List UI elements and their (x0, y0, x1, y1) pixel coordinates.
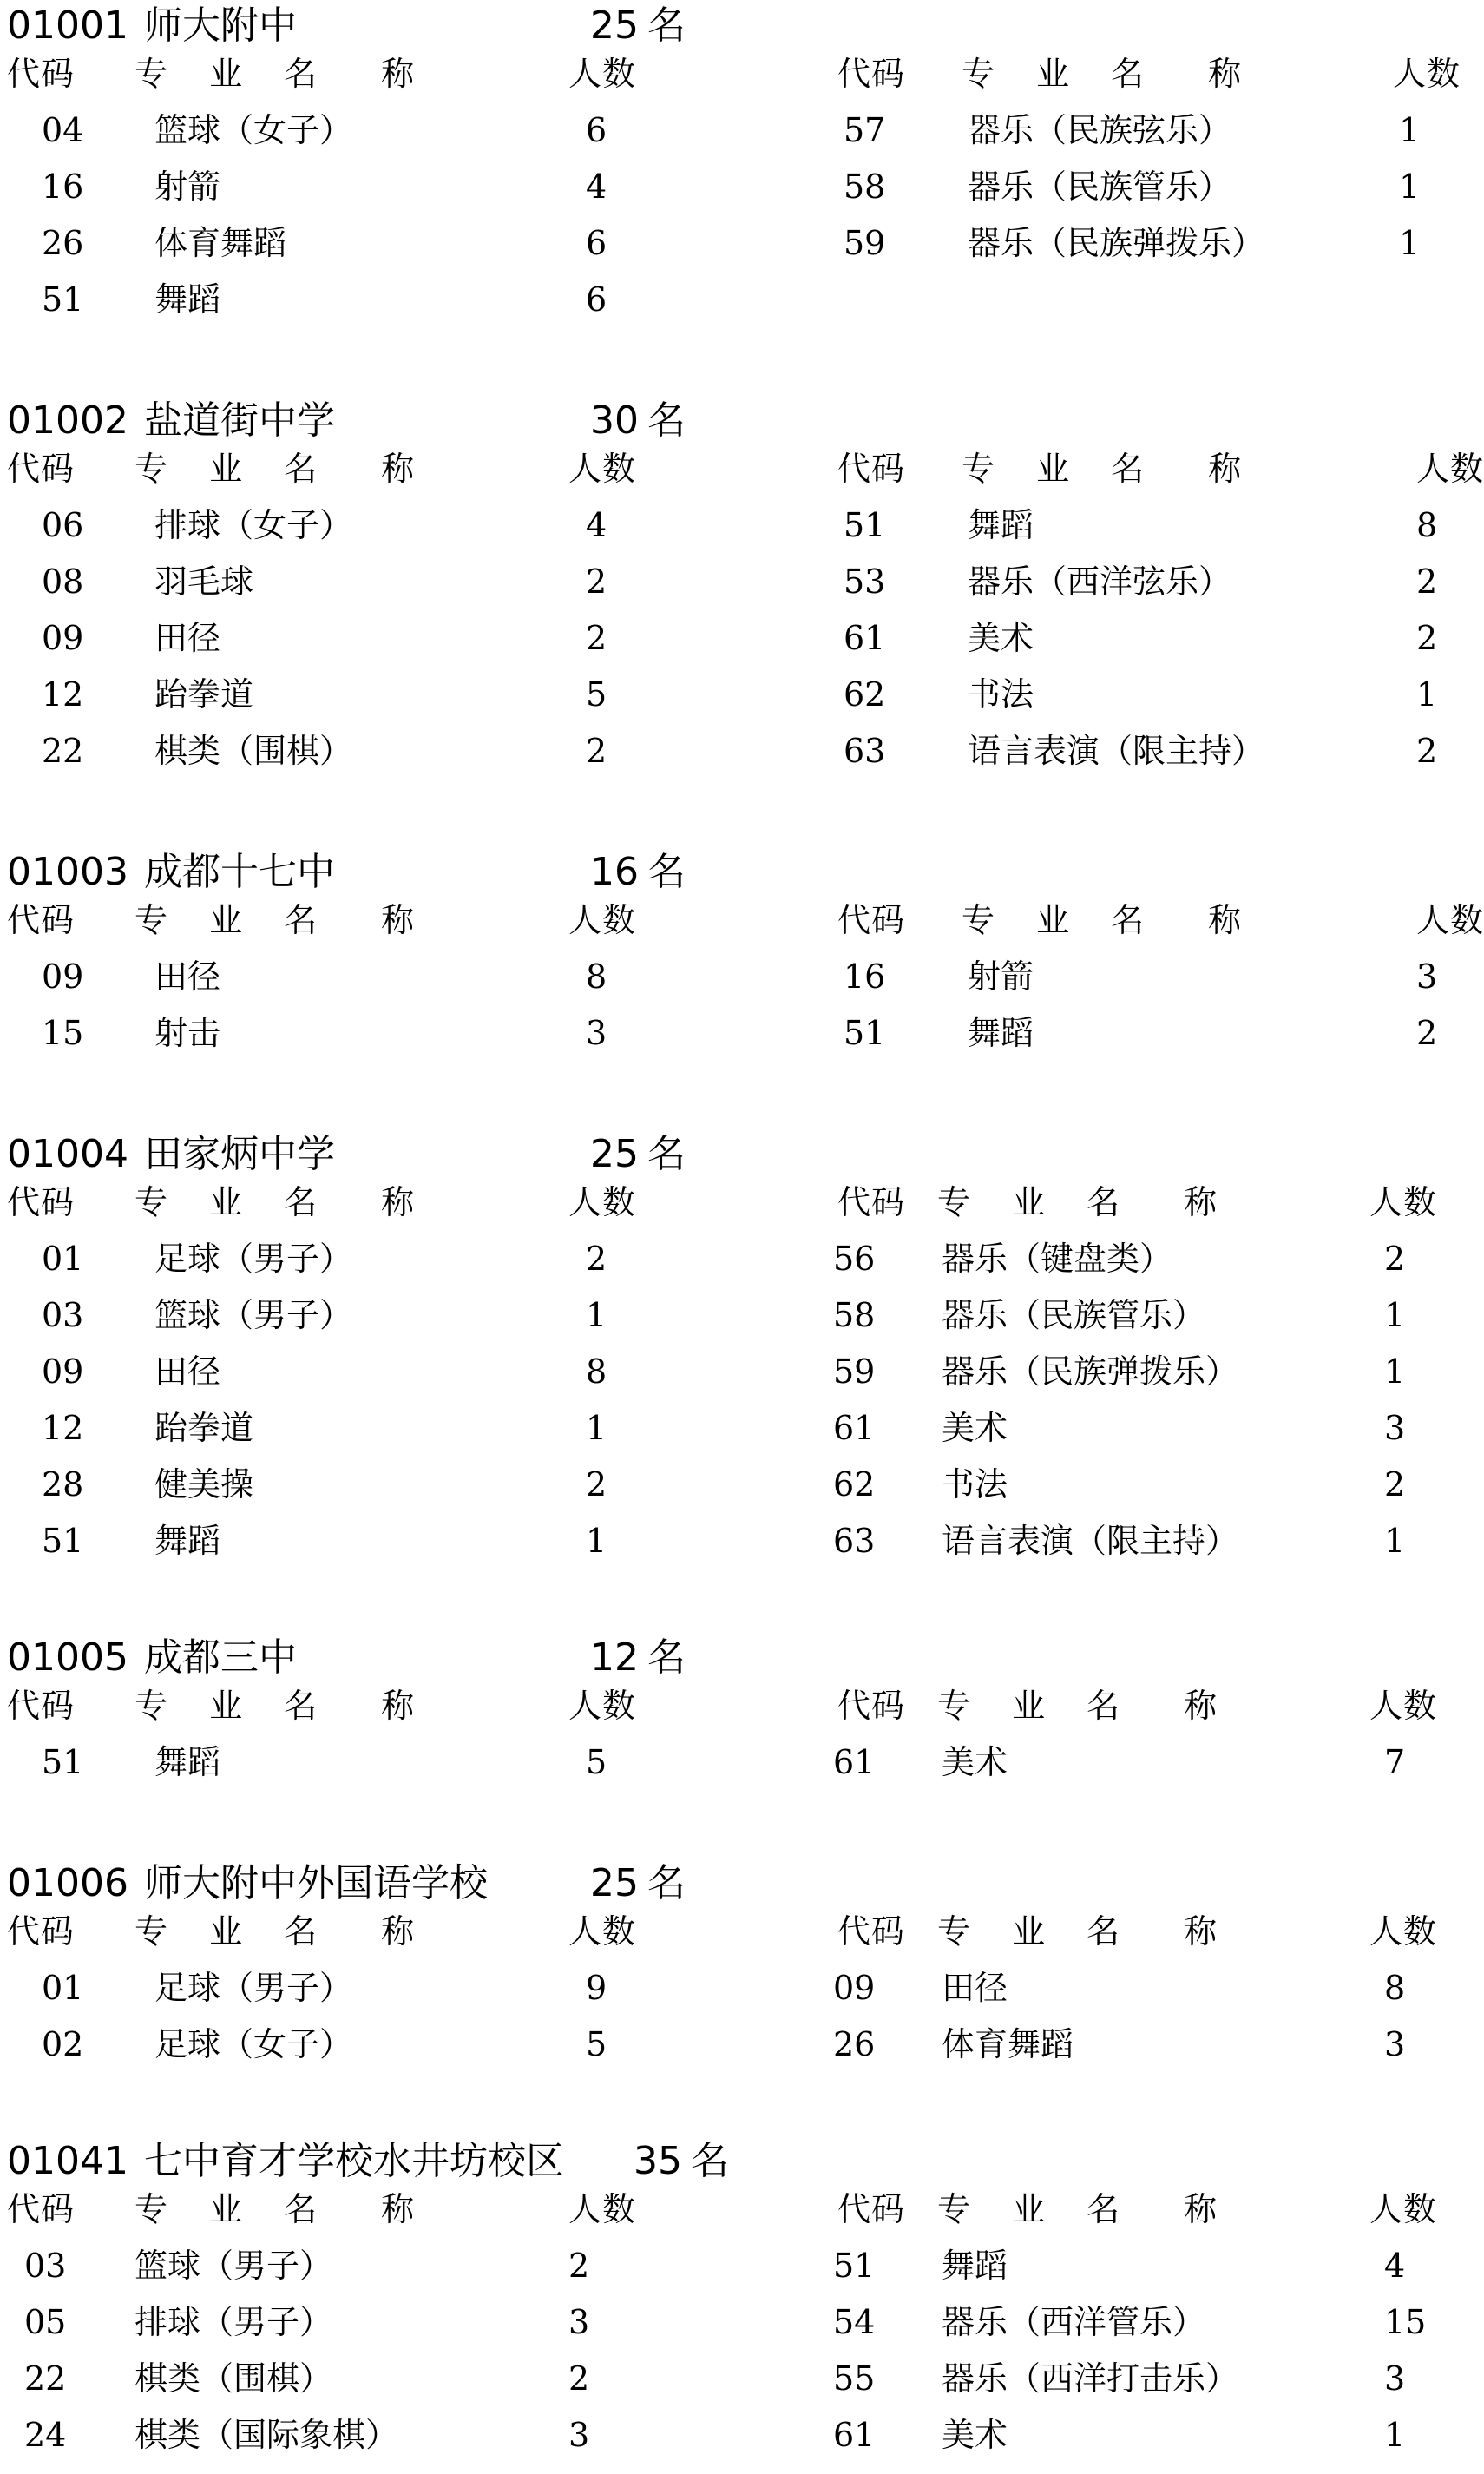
major-name: 美术 (942, 2416, 1008, 2454)
major-name: 器乐（民族管乐） (942, 1296, 1206, 1334)
major-name: 器乐（西洋打击乐） (942, 2359, 1239, 2398)
major-count: 1 (1416, 675, 1438, 714)
major-code: 61 (833, 1409, 876, 1447)
major-count: 4 (586, 506, 607, 544)
header-code: 代码 (837, 1183, 906, 1221)
major-count: 2 (1384, 1240, 1406, 1278)
major-count: 1 (1399, 111, 1421, 149)
header-code: 代码 (837, 2190, 906, 2228)
school-quota (590, 395, 686, 447)
header-code: 代码 (837, 901, 906, 939)
school-quota (634, 2135, 729, 2188)
major-name: 排球（男子） (135, 2303, 333, 2341)
header-count: 人数 (568, 55, 637, 93)
school-title (7, 1632, 297, 1684)
header-count: 人数 (1416, 450, 1484, 488)
major-name: 棋类（围棋） (135, 2359, 333, 2398)
major-name: 器乐（键盘类） (942, 1240, 1173, 1278)
header-count: 人数 (568, 1183, 637, 1221)
quota-number: 30 (590, 398, 639, 443)
major-count: 1 (586, 1522, 607, 1560)
major-code: 03 (24, 2247, 67, 2285)
major-code: 01 (42, 1240, 84, 1278)
major-name: 棋类（国际象棋） (135, 2416, 399, 2454)
major-name: 器乐（民族弹拨乐） (968, 224, 1265, 262)
major-code: 57 (844, 111, 886, 149)
school-code: 01006 (7, 1861, 128, 1905)
major-count: 2 (568, 2359, 590, 2398)
header-code: 代码 (7, 901, 76, 939)
header-count: 人数 (1369, 2190, 1438, 2228)
major-name: 跆拳道 (154, 1409, 254, 1447)
major-code: 59 (844, 224, 886, 262)
major-name: 田径 (154, 619, 221, 657)
major-name: 美术 (942, 1409, 1008, 1447)
quota-unit: 名 (647, 1635, 686, 1680)
school-code: 01003 (7, 850, 128, 894)
header-count: 人数 (1369, 1183, 1438, 1221)
major-count: 8 (1416, 506, 1438, 544)
major-code: 51 (844, 1014, 886, 1052)
major-code: 59 (833, 1352, 876, 1391)
quota-unit: 名 (647, 850, 686, 894)
major-code: 51 (42, 1743, 84, 1781)
major-code: 61 (833, 2416, 876, 2454)
major-name: 排球（女子） (154, 506, 353, 544)
major-name: 篮球（男子） (135, 2247, 333, 2285)
header-code: 代码 (837, 1687, 906, 1725)
major-count: 5 (586, 1743, 607, 1781)
school-block (0, 1128, 1441, 1580)
major-name: 器乐（民族弦乐） (968, 111, 1232, 149)
header-code: 代码 (7, 2190, 76, 2228)
school-name: 成都三中 (143, 1635, 297, 1680)
major-count: 1 (1399, 224, 1421, 262)
major-name: 舞蹈 (968, 506, 1034, 544)
header-count: 人数 (568, 1912, 637, 1951)
major-count: 2 (586, 619, 607, 657)
major-count: 8 (586, 957, 607, 996)
major-code: 12 (42, 1409, 84, 1447)
header-name: 专 业 名 称 (937, 1687, 1233, 1725)
school-title (7, 1128, 335, 1181)
school-quota (590, 1128, 686, 1181)
major-count: 4 (1384, 2247, 1406, 2285)
major-code: 03 (42, 1296, 84, 1334)
major-name: 器乐（民族弹拨乐） (942, 1352, 1239, 1391)
major-count: 1 (1384, 1352, 1406, 1391)
major-code: 26 (833, 2025, 876, 2063)
major-code: 63 (844, 732, 886, 770)
major-count: 1 (1399, 168, 1421, 206)
major-code: 15 (42, 1014, 84, 1052)
major-name: 美术 (968, 619, 1034, 657)
major-code: 62 (833, 1465, 876, 1503)
school-name: 田家炳中学 (143, 1132, 335, 1176)
major-code: 09 (42, 1352, 84, 1391)
major-name: 舞蹈 (968, 1014, 1034, 1052)
major-name: 射箭 (968, 957, 1034, 996)
major-name: 书法 (942, 1465, 1008, 1503)
major-code: 51 (42, 1522, 84, 1560)
header-name: 专 业 名 称 (962, 901, 1257, 939)
major-count: 4 (586, 168, 607, 206)
major-name: 足球（女子） (154, 2025, 353, 2063)
header-name: 专 业 名 称 (135, 901, 430, 939)
major-count: 7 (1384, 1743, 1406, 1781)
quota-unit: 名 (647, 1861, 686, 1905)
major-count: 2 (586, 1465, 607, 1503)
major-code: 09 (833, 1969, 876, 2007)
school-block (0, 395, 1484, 790)
major-count: 8 (586, 1352, 607, 1391)
major-code: 58 (833, 1296, 876, 1334)
major-code: 61 (833, 1743, 876, 1781)
major-code: 56 (833, 1240, 876, 1278)
school-code: 01041 (7, 2139, 128, 2183)
major-code: 09 (42, 957, 84, 996)
school-block (0, 846, 1484, 1072)
major-count: 3 (568, 2303, 590, 2341)
major-count: 9 (586, 1969, 607, 2007)
major-count: 1 (1384, 1296, 1406, 1334)
school-code: 01002 (7, 398, 128, 443)
school-title (7, 2135, 564, 2188)
header-name: 专 业 名 称 (937, 1183, 1233, 1221)
school-title (7, 0, 297, 52)
major-code: 55 (833, 2359, 876, 2398)
quota-unit: 名 (647, 3, 686, 48)
major-count: 6 (586, 224, 607, 262)
school-code: 01004 (7, 1132, 128, 1176)
school-name: 七中育才学校水井坊校区 (143, 2139, 564, 2183)
major-name: 篮球（女子） (154, 111, 353, 149)
school-quota (590, 1858, 686, 1910)
major-count: 2 (1416, 619, 1438, 657)
header-name: 专 业 名 称 (135, 450, 430, 488)
school-code: 01001 (7, 3, 128, 48)
quota-number: 35 (634, 2139, 682, 2183)
major-name: 美术 (942, 1743, 1008, 1781)
school-quota (590, 0, 686, 52)
quota-unit: 名 (647, 1132, 686, 1176)
major-code: 54 (833, 2303, 876, 2341)
major-name: 语言表演（限主持） (968, 732, 1265, 770)
major-code: 04 (42, 111, 84, 149)
major-code: 53 (844, 563, 886, 601)
major-count: 3 (1416, 957, 1438, 996)
major-name: 足球（男子） (154, 1969, 353, 2007)
school-title (7, 846, 335, 898)
header-code: 代码 (837, 55, 906, 93)
header-count: 人数 (568, 2190, 637, 2228)
major-code: 01 (42, 1969, 84, 2007)
major-count: 2 (586, 1240, 607, 1278)
major-count: 1 (1384, 1522, 1406, 1560)
major-name: 健美操 (154, 1465, 254, 1503)
major-count: 3 (1384, 2359, 1406, 2398)
school-block (0, 0, 1461, 339)
major-code: 28 (42, 1465, 84, 1503)
major-count: 3 (1384, 2025, 1406, 2063)
major-code: 02 (42, 2025, 84, 2063)
header-name: 专 业 名 称 (937, 2190, 1233, 2228)
major-name: 书法 (968, 675, 1034, 714)
major-code: 22 (42, 732, 84, 770)
header-code: 代码 (7, 1912, 76, 1951)
quota-number: 16 (590, 850, 639, 894)
major-count: 3 (568, 2416, 590, 2454)
major-name: 篮球（男子） (154, 1296, 353, 1334)
major-name: 足球（男子） (154, 1240, 353, 1278)
major-name: 射击 (154, 1014, 221, 1052)
school-title (7, 395, 335, 447)
major-code: 12 (42, 675, 84, 714)
header-name: 专 业 名 称 (135, 1687, 430, 1725)
major-count: 15 (1384, 2303, 1427, 2341)
major-name: 体育舞蹈 (154, 224, 287, 262)
major-count: 2 (586, 563, 607, 601)
school-title (7, 1858, 488, 1910)
major-name: 舞蹈 (154, 1522, 221, 1560)
school-name: 师大附中 (143, 3, 297, 48)
header-count: 人数 (1369, 1687, 1438, 1725)
major-count: 1 (1384, 2416, 1406, 2454)
school-block (0, 1632, 1441, 1801)
major-count: 5 (586, 675, 607, 714)
major-code: 05 (24, 2303, 67, 2341)
major-code: 51 (833, 2247, 876, 2285)
major-name: 射箭 (154, 168, 221, 206)
major-count: 3 (586, 1014, 607, 1052)
major-count: 6 (586, 280, 607, 319)
major-code: 62 (844, 675, 886, 714)
quota-unit: 名 (691, 2139, 729, 2183)
header-code: 代码 (7, 450, 76, 488)
school-name: 成都十七中 (143, 850, 335, 894)
major-code: 16 (42, 168, 84, 206)
major-name: 田径 (942, 1969, 1008, 2007)
major-count: 2 (568, 2247, 590, 2285)
school-name: 师大附中外国语学校 (143, 1861, 488, 1905)
header-code: 代码 (837, 1912, 906, 1951)
header-name: 专 业 名 称 (962, 450, 1257, 488)
header-code: 代码 (7, 1687, 76, 1725)
major-name: 棋类（围棋） (154, 732, 353, 770)
header-name: 专 业 名 称 (135, 2190, 430, 2228)
major-code: 09 (42, 619, 84, 657)
school-block (0, 1858, 1441, 2083)
major-code: 51 (844, 506, 886, 544)
school-name: 盐道街中学 (143, 398, 335, 443)
header-count: 人数 (568, 1687, 637, 1725)
major-name: 器乐（民族管乐） (968, 168, 1232, 206)
header-code: 代码 (7, 1183, 76, 1221)
major-name: 器乐（西洋管乐） (942, 2303, 1206, 2341)
quota-number: 25 (590, 3, 639, 48)
quota-unit: 名 (647, 398, 686, 443)
major-name: 器乐（西洋弦乐） (968, 563, 1232, 601)
header-name: 专 业 名 称 (962, 55, 1257, 93)
school-code: 01005 (7, 1635, 128, 1680)
quota-number: 12 (590, 1635, 639, 1680)
header-count: 人数 (1416, 901, 1484, 939)
header-count: 人数 (568, 450, 637, 488)
major-name: 体育舞蹈 (942, 2025, 1074, 2063)
major-code: 24 (24, 2416, 67, 2454)
quota-number: 25 (590, 1861, 639, 1905)
major-code: 51 (42, 280, 84, 319)
major-count: 6 (586, 111, 607, 149)
major-code: 06 (42, 506, 84, 544)
header-code: 代码 (7, 55, 76, 93)
major-name: 田径 (154, 1352, 221, 1391)
major-code: 08 (42, 563, 84, 601)
quota-number: 25 (590, 1132, 639, 1176)
major-name: 跆拳道 (154, 675, 254, 714)
major-count: 2 (586, 732, 607, 770)
major-code: 22 (24, 2359, 67, 2398)
header-code: 代码 (837, 450, 906, 488)
header-name: 专 业 名 称 (937, 1912, 1233, 1951)
major-count: 2 (1384, 1465, 1406, 1503)
major-count: 1 (586, 1296, 607, 1334)
school-quota (590, 1632, 686, 1684)
major-count: 5 (586, 2025, 607, 2063)
header-count: 人数 (1393, 55, 1461, 93)
major-name: 舞蹈 (154, 280, 221, 319)
major-code: 58 (844, 168, 886, 206)
major-name: 舞蹈 (942, 2247, 1008, 2285)
major-count: 2 (1416, 1014, 1438, 1052)
header-count: 人数 (568, 901, 637, 939)
major-name: 语言表演（限主持） (942, 1522, 1239, 1560)
header-name: 专 业 名 称 (135, 55, 430, 93)
school-block (0, 2135, 1441, 2474)
major-code: 61 (844, 619, 886, 657)
major-code: 63 (833, 1522, 876, 1560)
major-count: 2 (1416, 563, 1438, 601)
major-name: 舞蹈 (154, 1743, 221, 1781)
major-code: 26 (42, 224, 84, 262)
major-count: 8 (1384, 1969, 1406, 2007)
major-name: 田径 (154, 957, 221, 996)
header-name: 专 业 名 称 (135, 1183, 430, 1221)
major-name: 羽毛球 (154, 563, 254, 601)
major-count: 3 (1384, 1409, 1406, 1447)
header-count: 人数 (1369, 1912, 1438, 1951)
school-quota (590, 846, 686, 898)
major-code: 16 (844, 957, 886, 996)
major-count: 2 (1416, 732, 1438, 770)
header-name: 专 业 名 称 (135, 1912, 430, 1951)
major-count: 1 (586, 1409, 607, 1447)
